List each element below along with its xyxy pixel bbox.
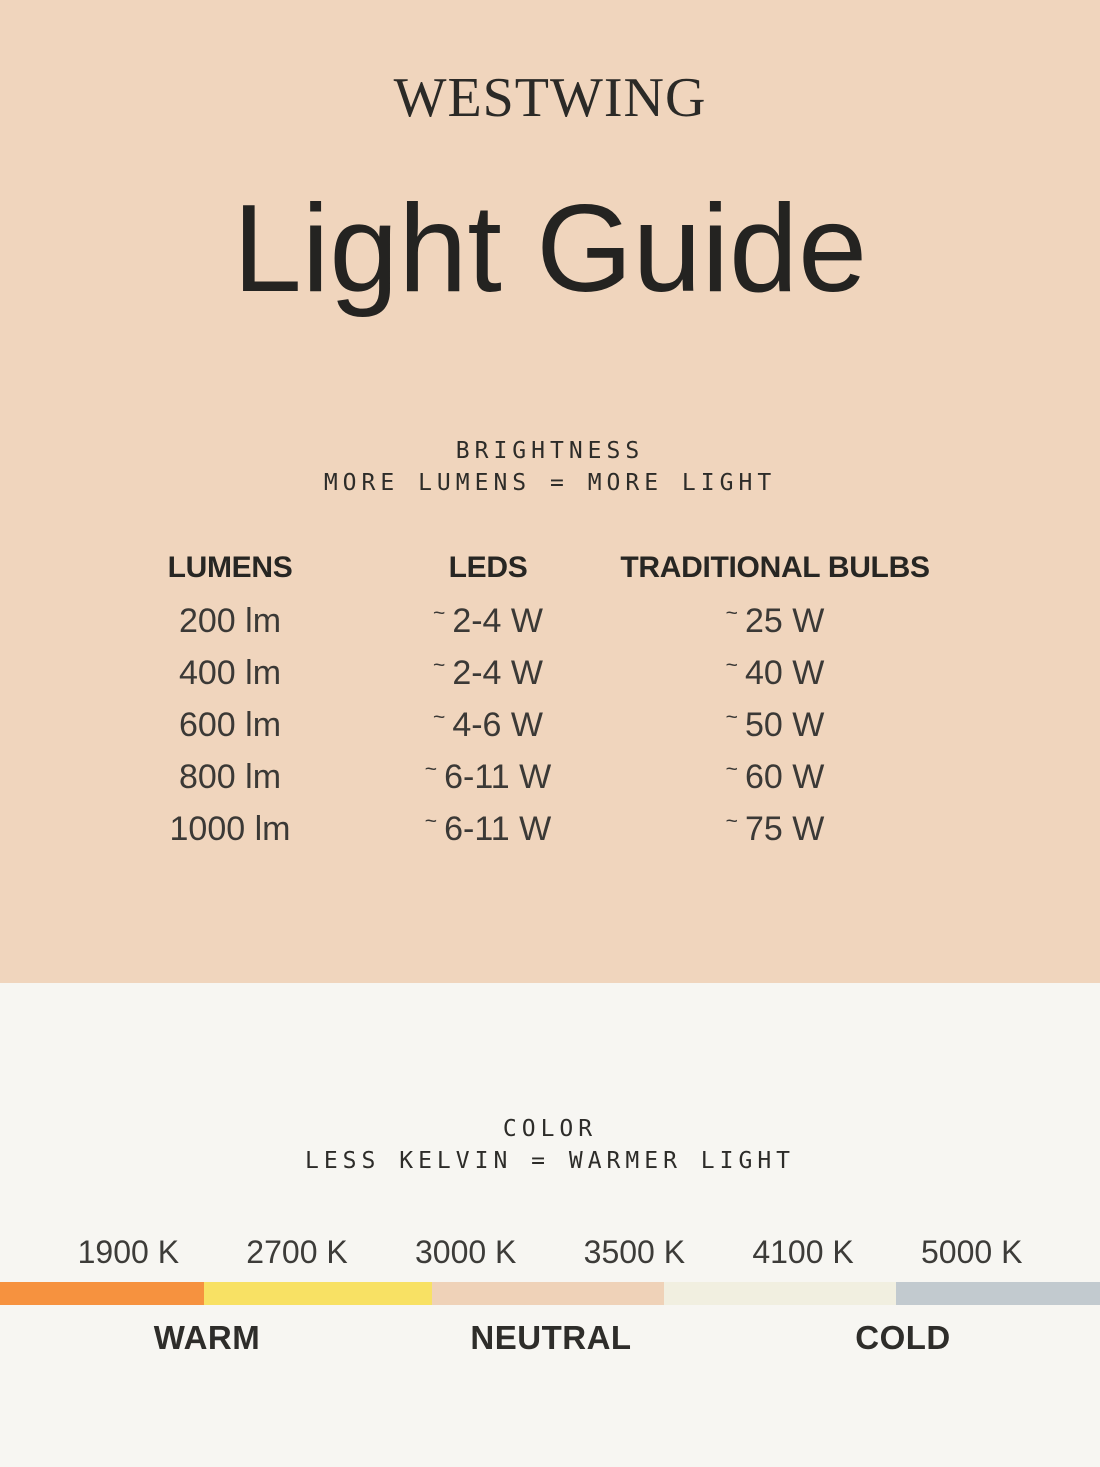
table-row [80, 751, 954, 803]
lumens-value: 800 lm [178, 757, 282, 796]
approx-tilde: ~ [433, 602, 446, 626]
lumens-table-body [80, 595, 954, 855]
led-watts-value: ~ 6-11 W [424, 757, 552, 796]
kelvin-label: 3500 K [583, 1234, 686, 1270]
lumens-value: 600 lm [178, 705, 282, 744]
kelvin-label: 2700 K [246, 1234, 348, 1270]
bulb-watts-value: ~ 75 W [725, 809, 825, 848]
scale-segment-neutral-peach [432, 1282, 664, 1305]
table-row [80, 699, 954, 751]
scale-segment-warm-orange [0, 1282, 204, 1305]
brightness-subheading: MORE LUMENS = MORE LIGHT [323, 470, 777, 497]
led-watts-value: ~ 2-4 W [433, 601, 543, 640]
led-watts-value: ~ 4-6 W [433, 705, 543, 744]
led-watts-value: ~ 6-11 W [424, 809, 552, 848]
approx-tilde: ~ [725, 602, 738, 626]
bulb-watts-value: ~ 25 W [725, 601, 825, 640]
color-temperature-scale [0, 1282, 1100, 1305]
color-heading: COLOR [502, 1116, 598, 1142]
page-title: Light Guide [232, 180, 868, 318]
kelvin-label: 3000 K [414, 1234, 517, 1270]
brightness-heading: BRIGHTNESS [455, 438, 645, 465]
column-header-traditional-bulbs: TRADITIONAL BULBS [620, 551, 930, 585]
temperature-label-cold: COLD [855, 1319, 951, 1356]
bulb-watts-value: ~ 60 W [725, 757, 825, 796]
lumens-value: 400 lm [178, 653, 282, 692]
temperature-label-neutral: NEUTRAL [470, 1319, 632, 1356]
approx-tilde: ~ [433, 654, 446, 678]
temperature-labels-row [0, 1319, 1100, 1361]
approx-tilde: ~ [725, 654, 738, 678]
temperature-label-warm: WARM [153, 1319, 261, 1356]
approx-tilde: ~ [433, 706, 446, 730]
approx-tilde: ~ [725, 706, 738, 730]
kelvin-labels-row [0, 1232, 1100, 1272]
bulb-watts-value: ~ 50 W [725, 705, 825, 744]
scale-segment-warm-yellow [204, 1282, 433, 1305]
table-row [80, 595, 954, 647]
color-subheading: LESS KELVIN = WARMER LIGHT [304, 1148, 796, 1174]
kelvin-label: 4100 K [752, 1234, 854, 1270]
scale-segment-cold-blue [896, 1282, 1100, 1305]
lumens-value: 1000 lm [169, 809, 291, 848]
kelvin-label: 5000 K [920, 1234, 1023, 1270]
color-temperature-section [0, 983, 1100, 1467]
scale-segment-neutral-cream [664, 1282, 896, 1305]
lumens-table-header-row [80, 551, 954, 585]
approx-tilde: ~ [424, 810, 438, 834]
approx-tilde: ~ [725, 758, 738, 782]
column-header-leds: LEDS [448, 551, 528, 585]
brand-logo: WESTWING [393, 67, 707, 129]
lumens-value: 200 lm [178, 601, 282, 640]
column-header-lumens: LUMENS [167, 551, 293, 585]
approx-tilde: ~ [424, 758, 438, 782]
lumens-table [80, 551, 954, 855]
approx-tilde: ~ [725, 810, 738, 834]
table-row [80, 647, 954, 699]
bulb-watts-value: ~ 40 W [725, 653, 825, 692]
kelvin-label: 1900 K [77, 1234, 180, 1270]
led-watts-value: ~ 2-4 W [433, 653, 543, 692]
table-row [80, 803, 954, 855]
